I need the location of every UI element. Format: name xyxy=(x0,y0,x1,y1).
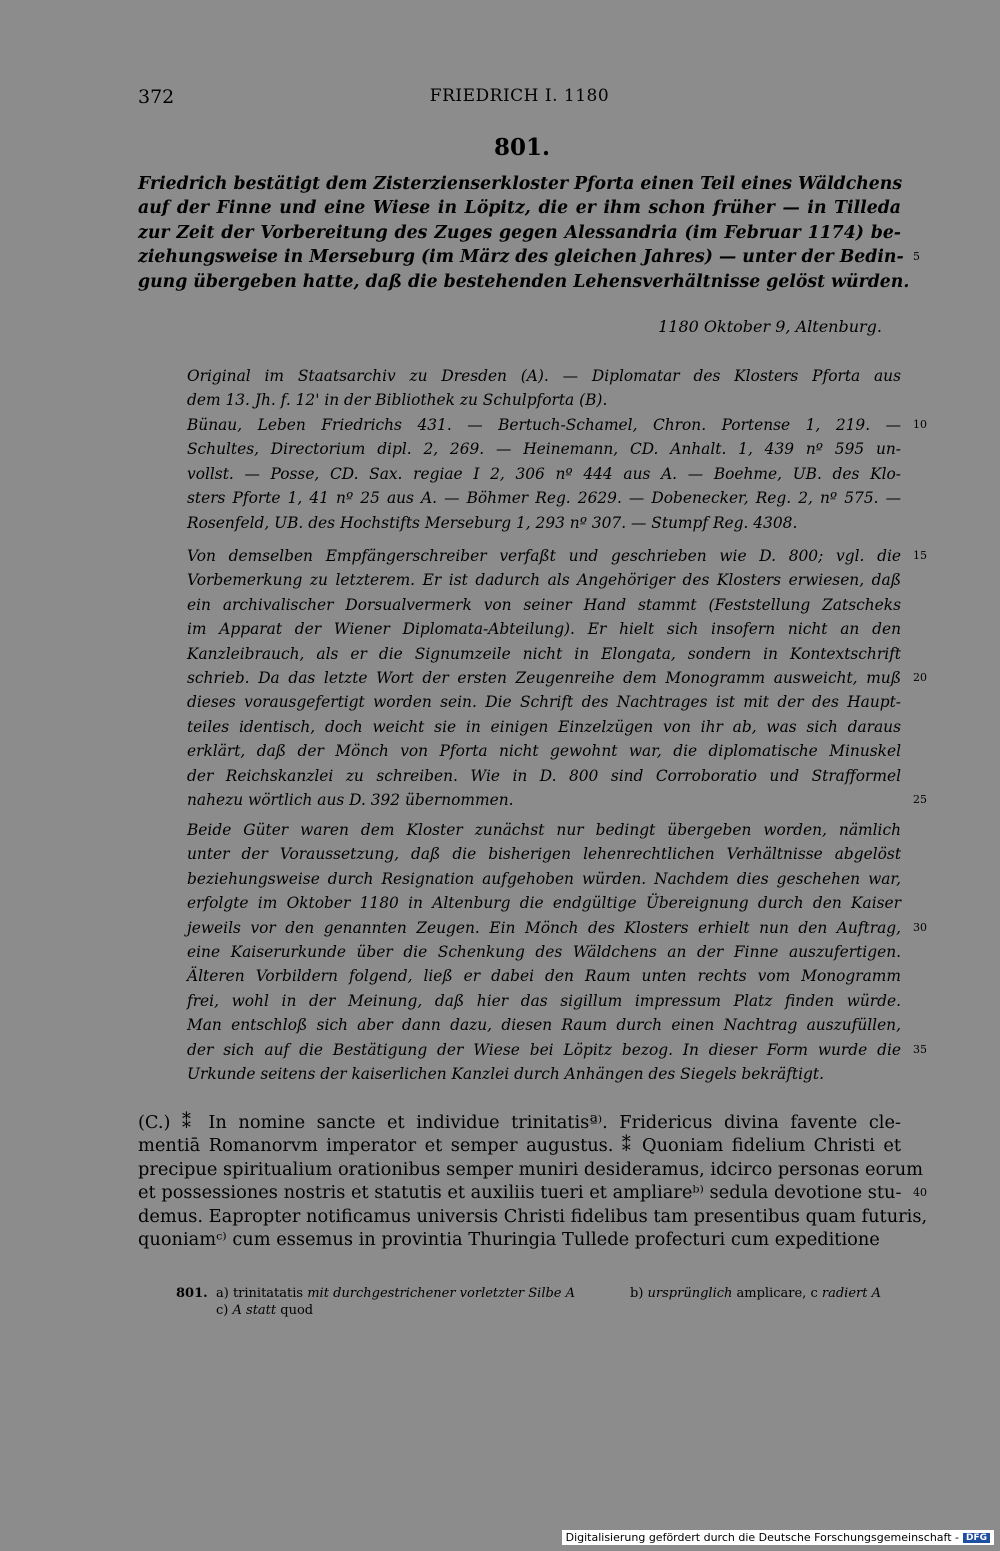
text-line xyxy=(187,690,901,714)
line-text: jeweils vor den genannten Zeugen. Ein Mönch des Klosters erhielt nun den Auftrag, xyxy=(187,918,901,937)
footnote-b: b) ursprünglich amplicare, c radiert A xyxy=(630,1286,881,1301)
line-number: 40 xyxy=(913,1186,927,1200)
issue-date: 1180 Oktober 9, Altenburg. xyxy=(658,317,882,336)
text-line xyxy=(138,270,910,294)
line-text: vollst. — Posse, CD. Sax. regiae I 2, 306 nº 444 aus A. — Boehme, UB. des Klo- xyxy=(187,464,901,483)
text-line xyxy=(187,764,901,788)
line-number: 30 xyxy=(913,920,927,934)
text-line xyxy=(187,511,901,535)
text-line xyxy=(187,642,901,666)
text-line xyxy=(187,388,901,412)
line-text: Älteren Vorbildern folgend, ließ er dabei den Raum unten rechts vom Monogramm xyxy=(187,967,901,986)
text-line xyxy=(187,891,901,915)
line-text: Vorbemerkung zu letzterem. Er ist dadurch als Angehöriger des Klosters erwiesen, daß xyxy=(187,571,901,590)
text-line xyxy=(187,842,901,866)
line-number: 10 xyxy=(913,418,927,431)
text-line xyxy=(138,245,920,269)
text-line xyxy=(187,1062,901,1086)
line-number: 25 xyxy=(913,792,927,806)
text-line xyxy=(187,437,901,461)
text-line xyxy=(138,1181,927,1204)
text-line xyxy=(187,1038,927,1062)
text-line xyxy=(138,221,901,245)
text-line xyxy=(187,715,901,739)
text-line xyxy=(187,739,901,763)
line-text: erfolgte im Oktober 1180 in Altenburg die endgültige Übereignung durch den Kaiser xyxy=(187,894,901,913)
line-text: dem 13. Jh. f. 12' in der Bibliothek zu Schulpforta (B). xyxy=(187,391,608,410)
line-text: zur Zeit der Vorbereitung des Zuges gegen Alessandria (im Februar 1174) be- xyxy=(138,222,901,243)
editions-note xyxy=(187,413,927,535)
dfg-logo-icon: DFG xyxy=(963,1533,990,1543)
line-text: nahezu wörtlich aus D. 392 übernommen. xyxy=(187,790,514,809)
footnote-doc-number: 801. xyxy=(176,1286,208,1301)
line-number: 5 xyxy=(913,250,920,264)
preliminary-remark-2 xyxy=(187,818,927,1086)
line-text: ziehungsweise in Merseburg (im März des gleichen Jahres) — unter der Bedin- xyxy=(138,247,904,268)
line-text: der sich auf die Bestätigung der Wiese bei Löpitz bezog. In dieser Form wurde die xyxy=(187,1040,901,1059)
line-text: unter der Voraussetzung, daß die bisherigen lehenrechtlichen Verhältnisse abgelöst xyxy=(187,845,901,864)
text-line xyxy=(187,964,901,988)
text-line xyxy=(138,172,901,196)
text-line xyxy=(187,1013,901,1037)
line-text: Beide Güter waren dem Kloster zunächst nur bedingt übergeben worden, nämlich xyxy=(187,821,901,839)
line-text: im Apparat der Wiener Diplomata-Abteilung). Er hielt sich insofern nicht an den xyxy=(187,620,901,639)
page-number: 372 xyxy=(138,86,175,108)
line-text: erklärt, daß der Mönch von Pforta nicht gewohnt war, die diplomatische Minuskel xyxy=(187,742,901,761)
charter-text xyxy=(138,1111,928,1251)
text-line xyxy=(187,413,927,437)
line-text: beziehungsweise durch Resignation aufgehoben würden. Nachdem dies geschehen war, xyxy=(187,869,901,888)
text-line xyxy=(187,593,901,617)
text-line xyxy=(138,1134,901,1157)
text-line xyxy=(187,666,927,690)
text-line xyxy=(187,940,901,964)
line-text: gung übergeben hatte, daß die bestehenden Lehensverhältnisse gelöst würden. xyxy=(138,271,910,292)
text-line xyxy=(187,544,927,568)
tradition-note xyxy=(187,364,901,413)
line-text: eine Kaiserurkunde über die Schenkung des Wäldchens an der Finne auszufertigen. xyxy=(187,942,901,961)
funding-credit: Digitalisierung gefördert durch die Deutsche Forschungsgemeinschaft - DFG xyxy=(562,1530,994,1545)
line-text: schrieb. Da das letzte Wort der ersten Zeugenreihe dem Monogramm ausweicht, muß xyxy=(187,668,901,687)
text-line xyxy=(187,364,901,388)
line-text: mentiā Romanorvm imperator et semper augustus. ⁑ Quoniam fidelium Christi et xyxy=(138,1135,901,1157)
line-text: demus. Eapropter notificamus universis Christi fidelibus tam presentibus quam futuris, xyxy=(138,1205,928,1227)
line-text: ein archivalischer Dorsualvermerk von seiner Hand stammt (Feststellung Zatscheks xyxy=(187,595,901,614)
page-header xyxy=(138,86,901,112)
line-text: dieses vorausgefertigt worden sein. Die Schrift des Nachtrages ist mit der des Haupt- xyxy=(187,693,901,712)
line-number: 35 xyxy=(913,1042,927,1056)
line-text: Original im Staatsarchiv zu Dresden (A). — Diplomatar des Klosters Pforta aus xyxy=(187,367,901,385)
line-text: Urkunde seitens der kaiserlichen Kanzlei durch Anhängen des Siegels bekräftigt. xyxy=(187,1064,824,1083)
text-line xyxy=(187,462,901,486)
line-text: Man entschloß sich aber dann dazu, diesen Raum durch einen Nachtrag auszufüllen, xyxy=(187,1016,901,1035)
line-text: Rosenfeld, UB. des Hochstifts Merseburg 1, 293 nº 307. — Stumpf Reg. 4308. xyxy=(187,513,798,532)
text-line xyxy=(138,1228,901,1251)
line-text: Schultes, Directorium dipl. 2, 269. — Heinemann, CD. Anhalt. 1, 439 nº 595 un- xyxy=(187,440,901,459)
footnote-a: a) trinitatatis mit durchgestrichener vorletzter Silbe A xyxy=(216,1286,576,1301)
preliminary-remark-1 xyxy=(187,544,927,812)
text-line xyxy=(187,818,901,842)
regest-summary xyxy=(138,172,920,294)
text-line xyxy=(187,788,927,812)
text-line xyxy=(187,916,927,940)
text-line xyxy=(187,989,901,1013)
text-line xyxy=(138,1205,928,1228)
running-head: FRIEDRICH I. 1180 xyxy=(429,86,610,106)
line-text: et possessiones nostris et statutis et auxiliis tueri et ampliareᵇ⁾ sedula devotione stu- xyxy=(138,1182,902,1204)
line-text: Kanzleibrauch, als er die Signumzeile nicht in Elongata, sondern in Kontextschrift xyxy=(187,644,901,663)
line-text: der Reichskanzlei zu schreiben. Wie in D. 800 sind Corroboratio und Strafformel xyxy=(187,766,901,785)
line-text: Von demselben Empfängerschreiber verfaßt und geschrieben wie D. 800; vgl. die xyxy=(187,547,901,565)
text-line xyxy=(138,196,901,220)
line-text: sters Pforte 1, 41 nº 25 aus A. — Böhmer Reg. 2629. — Dobenecker, Reg. 2, nº 575. — xyxy=(187,489,901,508)
line-text: (C.) ⁑ In nomine sancte et individue trinitatisª⁾. Fridericus divina favente cle- xyxy=(138,1112,901,1133)
text-line xyxy=(138,1158,924,1181)
footnote-c: c) A statt quod xyxy=(216,1303,314,1318)
line-text: Bünau, Leben Friedrichs 431. — Bertuch-Schamel, Chron. Portense 1, 219. — xyxy=(187,416,901,434)
text-line xyxy=(187,617,901,641)
text-line xyxy=(138,1111,901,1134)
line-text: teiles identisch, doch weicht sie in einigen Einzelzügen von ihr ab, was sich daraus xyxy=(187,717,901,736)
text-line xyxy=(187,486,901,510)
line-text: frei, wohl in der Meinung, daß hier das sigillum impressum Platz finden würde. xyxy=(187,991,901,1010)
line-text: Friedrich bestätigt dem Zisterzienserkloster Pforta einen Teil eines Wäldchens xyxy=(138,174,903,194)
line-text: precipue spiritualium orationibus semper muniri desideramus, idcirco personas eorum xyxy=(138,1158,924,1180)
line-text: quoniamᶜ⁾ cum essemus in provintia Thuringia Tullede profecturi cum expeditione xyxy=(138,1228,880,1250)
document-number: 801. xyxy=(493,134,551,161)
text-line xyxy=(187,568,901,592)
line-text: auf der Finne und eine Wiese in Löpitz, die er ihm schon früher — in Tilleda xyxy=(138,198,901,219)
line-number: 15 xyxy=(913,549,927,562)
line-number: 20 xyxy=(913,670,927,684)
text-line xyxy=(187,867,901,891)
